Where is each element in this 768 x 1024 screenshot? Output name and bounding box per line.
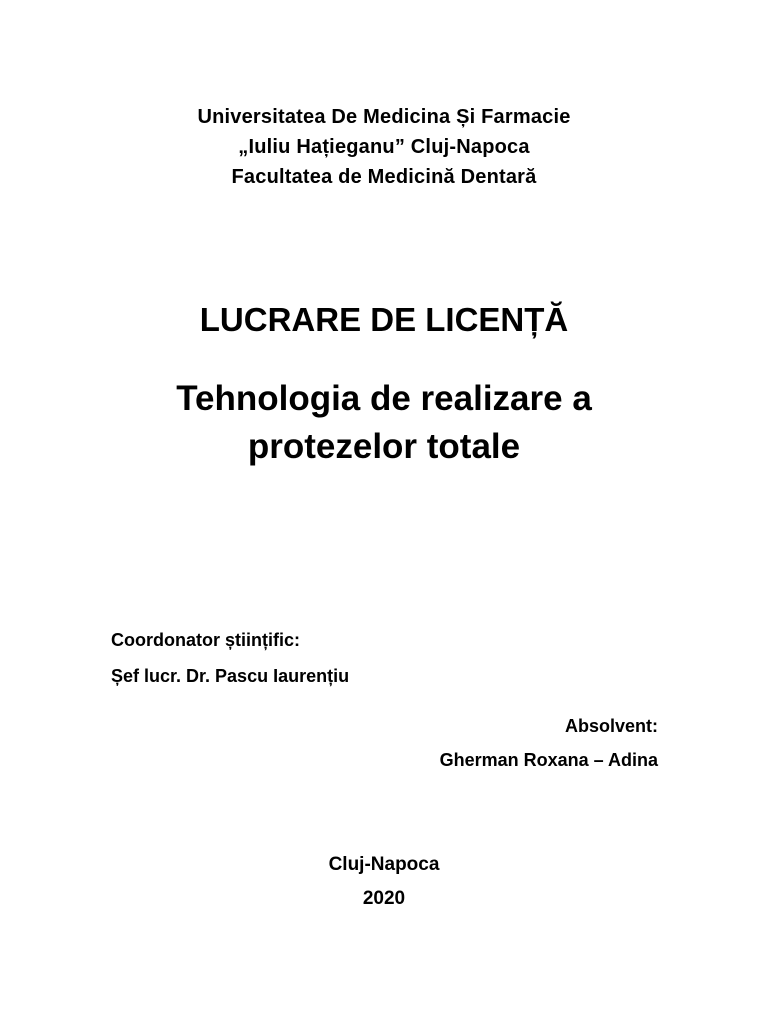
faculty-name: Facultatea de Medicină Dentară xyxy=(231,166,537,188)
university-name-line-2: „Iuliu Hațieganu” Cluj-Napoca xyxy=(238,136,530,158)
year: 2020 xyxy=(362,888,406,909)
university-name-line-1: Universitatea De Medicina Și Farmacie xyxy=(197,106,571,128)
thesis-title-line-2: protezelor totale xyxy=(247,427,521,466)
document-type-heading: LUCRARE DE LICENȚĂ xyxy=(199,301,569,338)
coordinator-name: Șef lucr. Dr. Pascu Iaurențiu xyxy=(111,666,350,686)
coordinator-label: Coordonator științific: xyxy=(111,630,300,650)
thesis-title-line-1: Tehnologia de realizare a xyxy=(176,379,592,418)
graduate-name: Gherman Roxana – Adina xyxy=(439,750,658,770)
city: Cluj-Napoca xyxy=(328,854,440,875)
graduate-label: Absolvent: xyxy=(564,716,658,736)
